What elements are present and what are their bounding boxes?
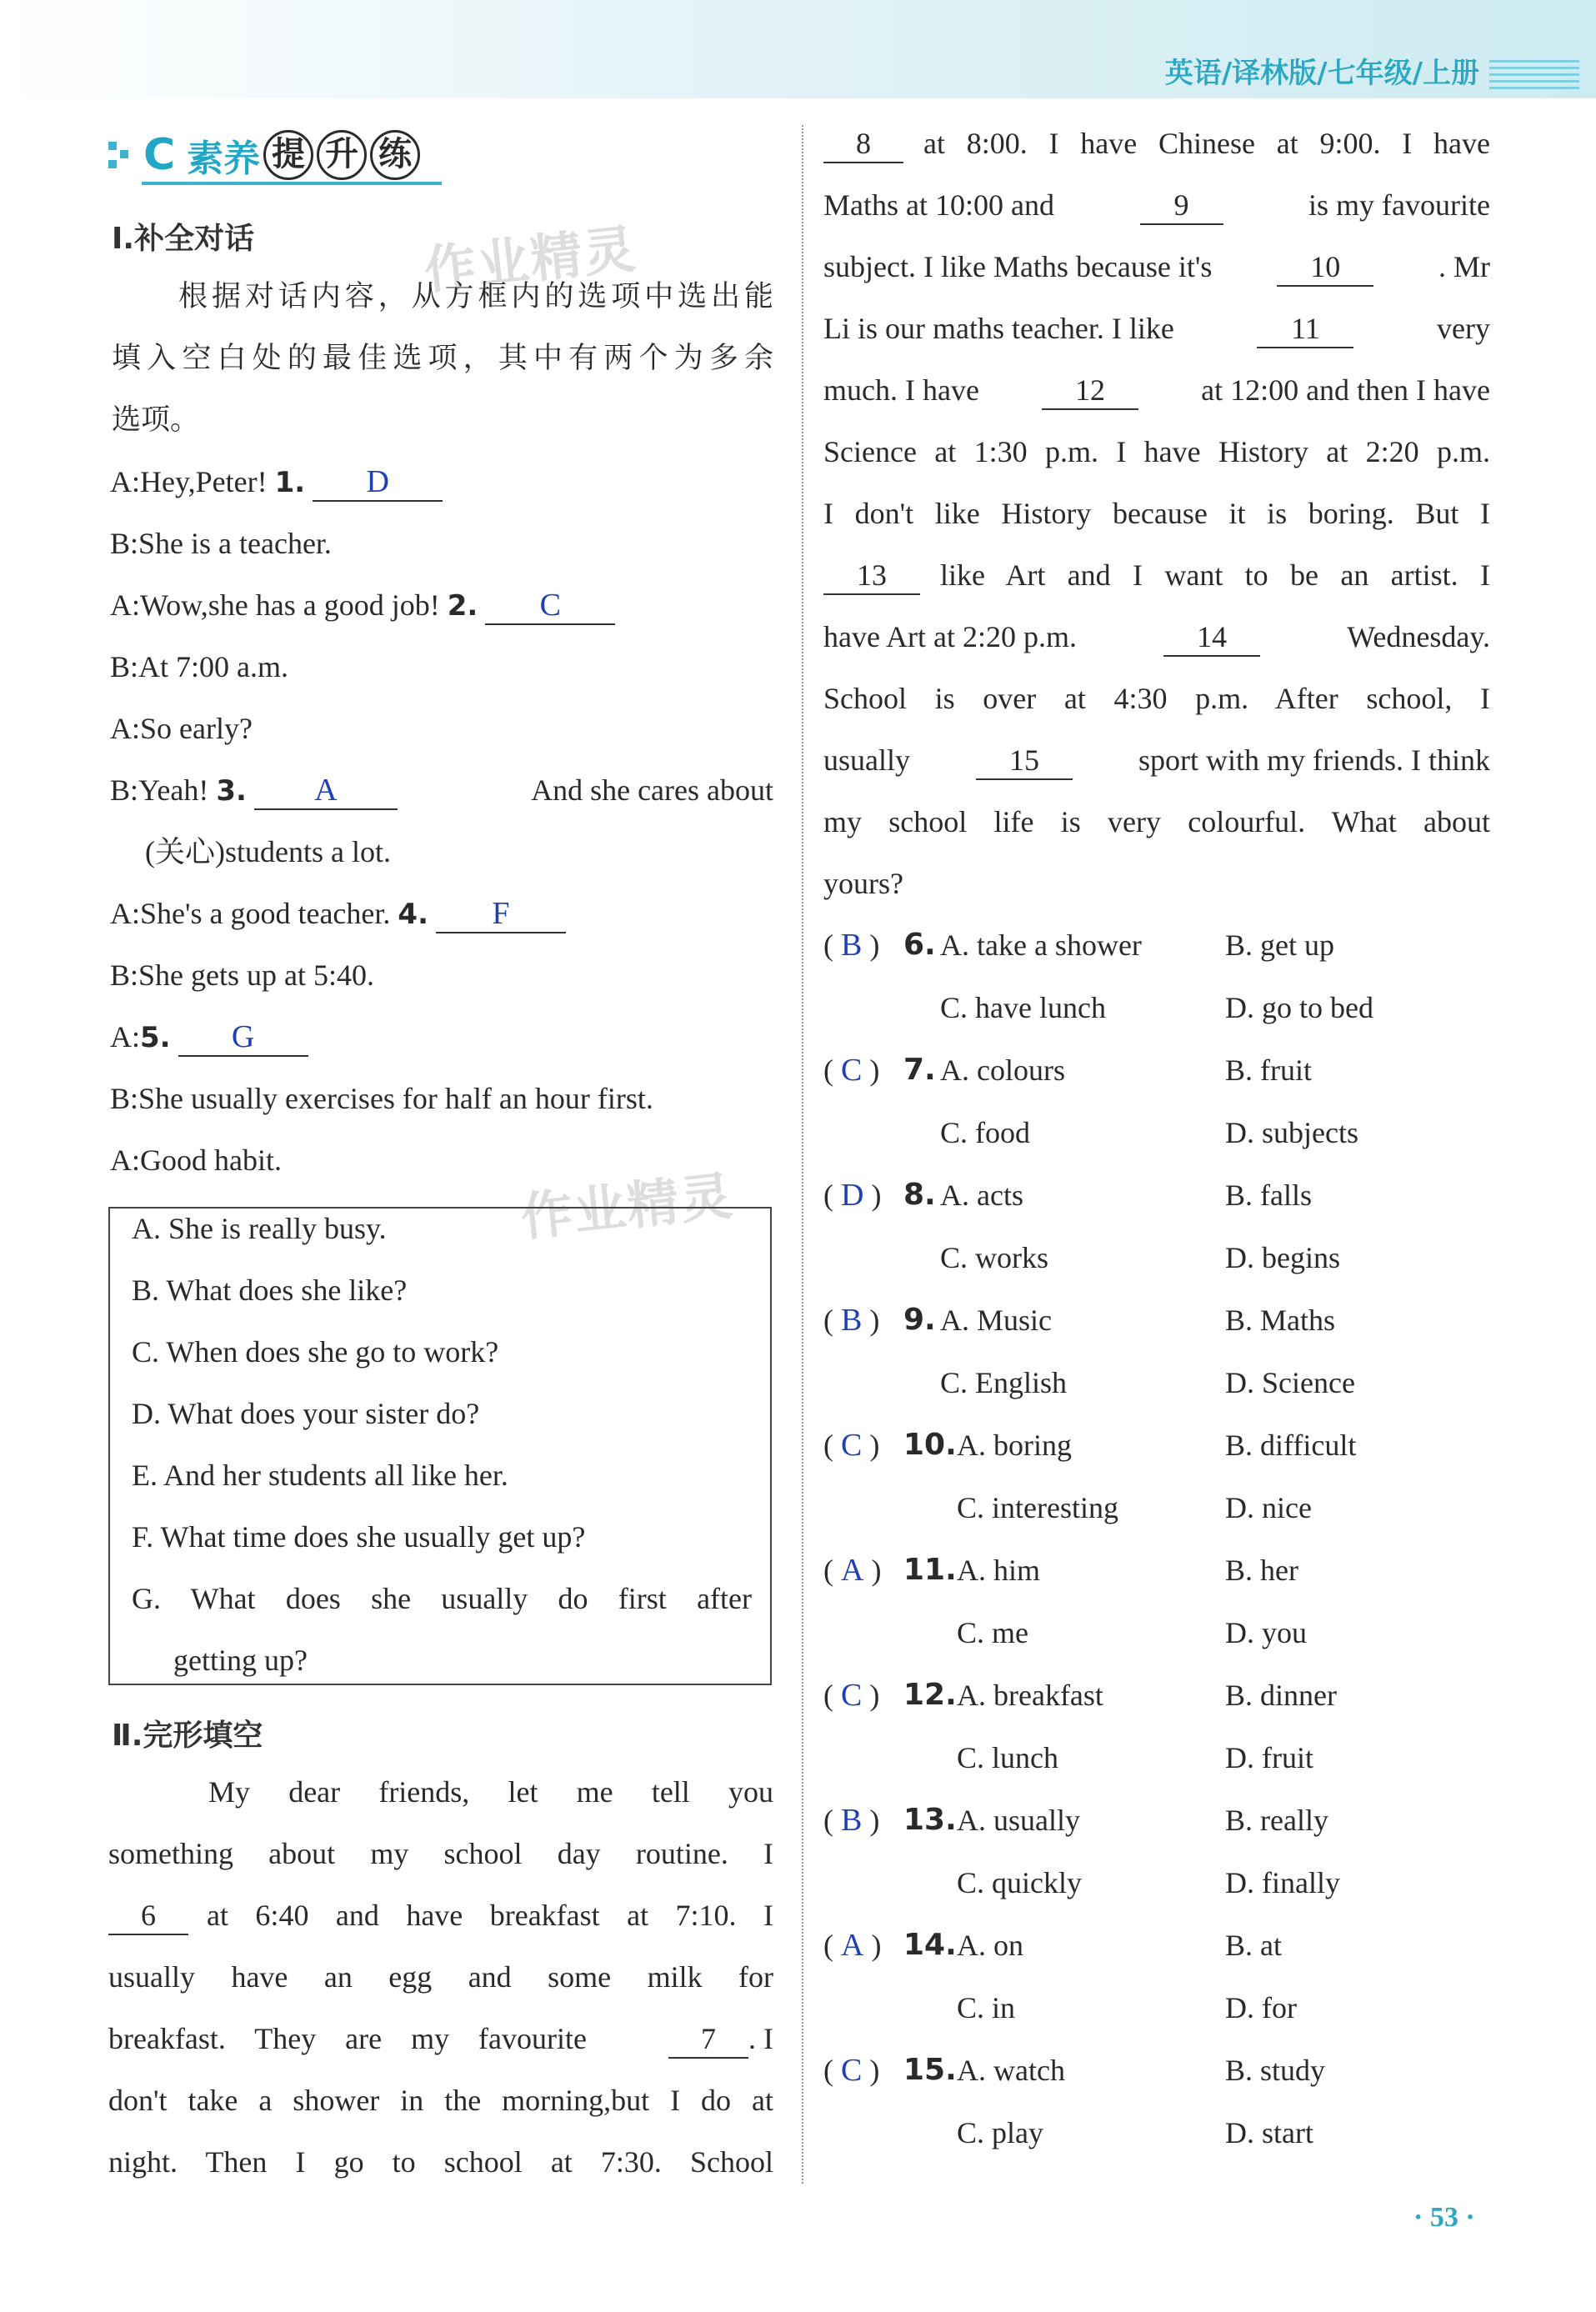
answer-paren: ( A )	[823, 1928, 882, 1963]
option-b: B. Maths	[1225, 1304, 1336, 1337]
dialog-line: A:So early?	[110, 712, 253, 745]
question-number: 14.	[903, 1928, 957, 1962]
option-item: getting up?	[173, 1644, 308, 1677]
option-b: B. fruit	[1225, 1053, 1312, 1087]
option-d: D. you	[1225, 1616, 1307, 1649]
passage-line: Science at 1:30 p.m. I have History at 2:20 p.m.	[823, 435, 1490, 468]
answer-paren: ( B )	[823, 1303, 880, 1338]
option-c: C. works	[940, 1241, 1049, 1274]
passage-line: my school life is very colourful. What about	[823, 805, 1490, 838]
passage-line: 6 at 6:40 and have breakfast at 7:10. I	[108, 1897, 773, 1935]
option-b: B. get up	[1225, 928, 1334, 962]
dialog-line: B:Yeah! 3. A And she cares about	[110, 772, 773, 810]
question-number: 8.	[903, 1178, 936, 1212]
passage-line: usually have an egg and some milk for	[108, 1960, 773, 1994]
option-item: G. What does she usually do first after	[132, 1582, 752, 1615]
answer-blank: D	[313, 463, 443, 502]
option-a: A. boring	[957, 1429, 1072, 1462]
passage-line: have Art at 2:20 p.m. 14 Wednesday.	[823, 618, 1490, 657]
question-number: 12.	[903, 1678, 957, 1712]
passage-blank: 14	[1163, 618, 1260, 657]
dialog-line: B:She is a teacher.	[110, 527, 332, 560]
watermark: 作业精灵	[518, 1164, 737, 1249]
option-b: B. dinner	[1225, 1679, 1337, 1712]
option-a: A. usually	[957, 1804, 1080, 1837]
option-b: B. falls	[1225, 1179, 1312, 1212]
option-a: A. take a shower	[940, 928, 1142, 962]
passage-line: breakfast. They are my favourite 7 . I	[108, 2020, 773, 2059]
dialog-line: B:She usually exercises for half an hour first.	[110, 1082, 653, 1115]
passage-blank: 6	[108, 1897, 188, 1935]
section-char-2: 升	[317, 130, 367, 180]
passage-line: 13 like Art and I want to be an artist. I	[823, 557, 1490, 595]
option-item: C. When does she go to work?	[132, 1335, 499, 1369]
dialog-line: B:At 7:00 a.m.	[110, 650, 288, 683]
passage-line: 8 at 8:00. I have Chinese at 9:00. I have	[823, 125, 1490, 163]
option-d: D. go to bed	[1225, 991, 1373, 1024]
question-number: 13.	[903, 1803, 957, 1837]
dialog-line: (关心)students a lot.	[145, 835, 391, 868]
dialog-line: A:Wow,she has a good job! 2. C	[110, 587, 615, 625]
option-a: A. Music	[940, 1304, 1052, 1337]
option-b: B. at	[1225, 1929, 1282, 1962]
option-d: D. finally	[1225, 1866, 1340, 1899]
option-d: D. subjects	[1225, 1116, 1358, 1149]
dialog-line: A:She's a good teacher. 4. F	[110, 895, 566, 933]
dialog-line: A:5. G	[110, 1018, 308, 1057]
option-d: D. Science	[1225, 1366, 1355, 1399]
answer-paren: ( C )	[823, 1428, 880, 1463]
option-d: D. for	[1225, 1991, 1297, 2024]
passage-blank: 10	[1277, 248, 1373, 287]
option-c: C. have lunch	[940, 991, 1106, 1024]
option-d: D. fruit	[1225, 1741, 1313, 1774]
passage-blank: 15	[976, 742, 1073, 780]
dialog-line: A:Good habit.	[110, 1143, 282, 1177]
passage-blank: 9	[1140, 187, 1223, 225]
passage-blank: 13	[823, 557, 920, 595]
answer-paren: ( D )	[823, 1178, 882, 1213]
passage-line: usually 15 sport with my friends. I think	[823, 742, 1490, 780]
option-a: A. colours	[940, 1053, 1065, 1087]
question-number: 7.	[903, 1053, 936, 1087]
option-item: F. What time does she usually get up?	[132, 1520, 586, 1554]
watermark: 作业精灵	[421, 218, 640, 302]
option-c: C. food	[940, 1116, 1030, 1149]
section-letter: C	[143, 130, 176, 180]
answer-blank: F	[436, 895, 566, 933]
instruction-line: 根据对话内容，从方框内的选项中选出能	[178, 280, 773, 313]
answer-paren: ( C )	[823, 1053, 880, 1088]
answer-paren: ( A )	[823, 1553, 882, 1588]
passage-line: don't take a shower in the morning,but I do at	[108, 2084, 773, 2117]
option-d: D. nice	[1225, 1491, 1312, 1524]
option-c: C. play	[957, 2116, 1043, 2149]
dialog-line: A:Hey,Peter! 1. D	[110, 463, 443, 502]
option-a: A. on	[957, 1929, 1023, 1962]
option-d: D. begins	[1225, 1241, 1340, 1274]
passage-blank: 8	[823, 125, 903, 163]
option-b: B. really	[1225, 1804, 1328, 1837]
answer-paren: ( C )	[823, 1678, 880, 1713]
option-item: A. She is really busy.	[132, 1212, 387, 1245]
column-divider	[802, 125, 803, 2184]
instruction-line: 选项。	[112, 403, 200, 437]
passage-line: School is over at 4:30 p.m. After school, I	[823, 682, 1490, 715]
passage-blank: 7	[668, 2020, 748, 2059]
section-word: 素养	[187, 138, 261, 180]
passage-line: something about my school day routine. I	[108, 1837, 773, 1870]
option-a: A. watch	[957, 2054, 1065, 2087]
option-c: C. lunch	[957, 1741, 1058, 1774]
option-b: B. study	[1225, 2054, 1326, 2087]
option-item: D. What does your sister do?	[132, 1397, 480, 1430]
question-number: 11.	[903, 1553, 957, 1587]
option-c: C. me	[957, 1616, 1028, 1649]
option-item: E. And her students all like her.	[132, 1459, 508, 1492]
passage-line: I don't like History because it is boring. But I	[823, 497, 1490, 530]
option-c: C. English	[940, 1366, 1068, 1399]
question-number: 6.	[903, 928, 936, 962]
part1-title: Ⅰ.补全对话	[112, 222, 255, 256]
answer-blank: C	[485, 587, 615, 625]
section-char-3: 练	[370, 130, 420, 180]
passage-line: My dear friends, let me tell you	[208, 1775, 773, 1809]
answer-blank: A	[254, 772, 398, 810]
answer-paren: ( B )	[823, 1803, 880, 1838]
option-c: C. in	[957, 1991, 1016, 2024]
dialog-line: B:She gets up at 5:40.	[110, 958, 374, 992]
passage-blank: 11	[1257, 310, 1353, 348]
passage-line: much. I have 12 at 12:00 and then I have	[823, 372, 1490, 410]
passage-line: night. Then I go to school at 7:30. School	[108, 2145, 773, 2179]
section-title	[108, 125, 420, 185]
section-char-1: 提	[263, 130, 313, 180]
passage-line: subject. I like Maths because it's 10 . Mr	[823, 248, 1490, 287]
question-number: 10.	[903, 1428, 957, 1462]
passage-line: Li is our maths teacher. I like 11 very	[823, 310, 1490, 348]
option-c: C. quickly	[957, 1866, 1082, 1899]
header-decoration	[1489, 60, 1579, 93]
passage-blank: 12	[1042, 372, 1138, 410]
passage-line: Maths at 10:00 and 9 is my favourite	[823, 187, 1490, 225]
dots-icon	[108, 138, 132, 172]
option-d: D. start	[1225, 2116, 1313, 2149]
option-b: B. her	[1225, 1554, 1298, 1587]
part2-title: Ⅱ.完形填空	[112, 1719, 263, 1753]
answer-paren: ( B )	[823, 928, 880, 963]
option-a: A. acts	[940, 1179, 1023, 1212]
option-item: B. What does she like?	[132, 1274, 408, 1307]
instruction-line: 填入空白处的最佳选项，其中有两个为多余	[112, 342, 773, 375]
section-underline	[142, 182, 442, 185]
option-a: A. breakfast	[957, 1679, 1103, 1712]
book-title: 英语/译林版/七年级/上册	[1164, 57, 1479, 90]
question-number: 9.	[903, 1303, 936, 1337]
answer-blank: G	[178, 1018, 308, 1057]
option-c: C. interesting	[957, 1491, 1118, 1524]
option-a: A. him	[957, 1554, 1041, 1587]
question-number: 15.	[903, 2053, 957, 2087]
answer-paren: ( C )	[823, 2053, 880, 2088]
page-number: · 53 ·	[1413, 2202, 1475, 2233]
passage-line: yours?	[823, 867, 903, 900]
option-b: B. difficult	[1225, 1429, 1357, 1462]
